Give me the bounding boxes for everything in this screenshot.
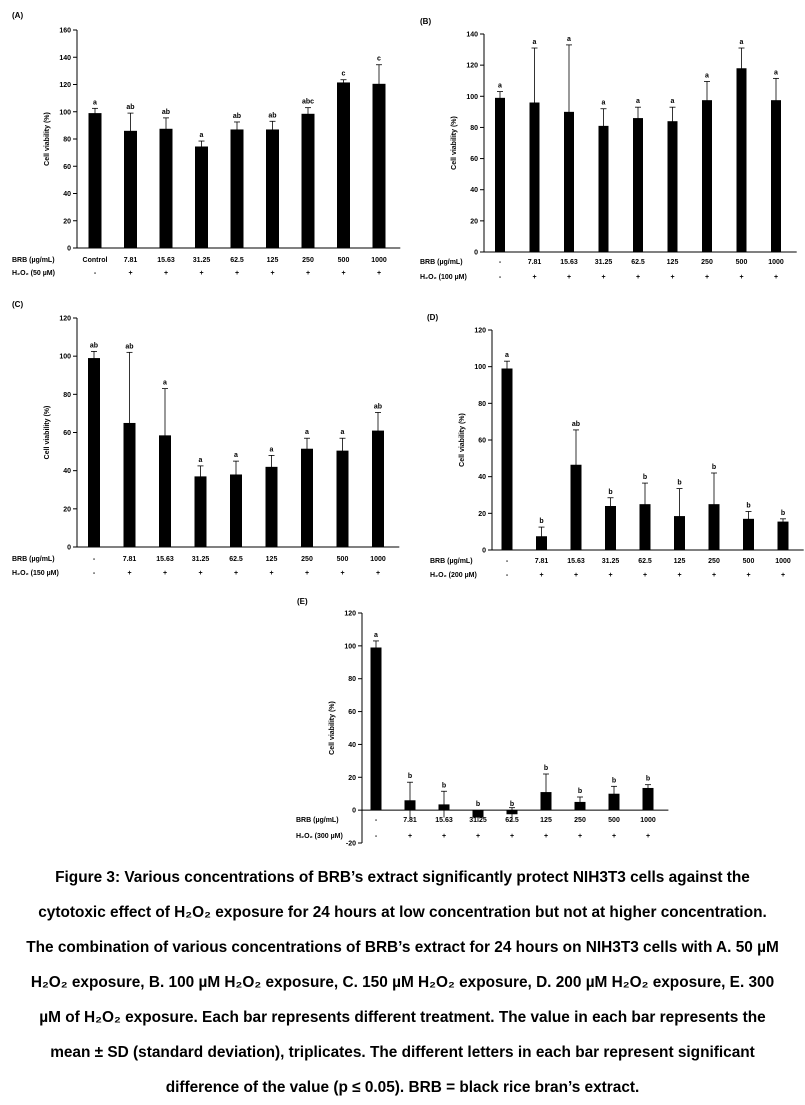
significance-letter: b <box>539 518 544 526</box>
h2o2-indicator: + <box>670 274 675 281</box>
x-tick-label: 500 <box>336 556 349 563</box>
significance-letter: b <box>642 474 648 482</box>
significance-letter: a <box>774 69 778 77</box>
significance-letter: a <box>163 379 167 387</box>
y-tick-label: 120 <box>344 610 356 618</box>
bar <box>737 68 747 252</box>
x-tick-label: 125 <box>265 556 278 563</box>
h2o2-indicator: + <box>539 572 544 579</box>
x-tick-label: 15.63 <box>435 817 453 824</box>
y-tick-label: 20 <box>348 774 356 782</box>
x-tick-label: 250 <box>701 259 713 266</box>
y-tick-label: 100 <box>466 93 478 101</box>
x-tick-label: 125 <box>666 259 679 266</box>
h2o2-indicator: + <box>635 274 641 281</box>
h2o2-indicator: + <box>601 274 606 281</box>
y-tick-label: 80 <box>470 124 478 132</box>
h2o2-indicator: + <box>532 274 537 281</box>
x-tick-label: 31.25 <box>601 558 620 565</box>
chart-panel-e <box>296 597 668 848</box>
significance-letter: b <box>677 479 682 487</box>
x-tick-label: 15.63 <box>560 259 578 266</box>
h2o2-indicator: + <box>269 570 274 577</box>
y-tick-label: 20 <box>470 218 478 226</box>
bar <box>373 84 386 248</box>
x-tick-label: 62.5 <box>631 259 645 266</box>
h2o2-indicator: + <box>127 570 132 577</box>
y-tick-label: 120 <box>59 82 71 89</box>
x-tick-label: 62.5 <box>505 817 519 824</box>
x-tick-label: 1000 <box>768 259 784 266</box>
x-tick-label: 500 <box>742 558 755 565</box>
significance-letter: a <box>567 35 571 43</box>
x-tick-label: 15.63 <box>157 257 175 264</box>
significance-letter: ab <box>268 112 277 120</box>
h2o2-row-label: H₂O₂ (150 µM) <box>12 570 59 577</box>
caption-line: mean ± SD (standard deviation), triplicates. The different letters in each bar represent significant <box>50 1044 755 1061</box>
y-tick-label: 0 <box>67 245 71 253</box>
h2o2-indicator: + <box>162 570 168 577</box>
x-tick-label: - <box>505 558 509 565</box>
h2o2-indicator: + <box>677 572 682 579</box>
x-tick-label: 250 <box>574 817 586 824</box>
y-tick-label: 100 <box>474 364 486 372</box>
x-tick-label: 1000 <box>371 257 387 264</box>
y-axis-label: Cell viability (%) <box>329 701 336 755</box>
h2o2-row-label: H₂O₂ (100 µM) <box>420 274 467 281</box>
x-tick-label: 500 <box>337 257 350 264</box>
h2o2-indicator: + <box>407 833 413 840</box>
significance-letter: ab <box>161 108 171 116</box>
h2o2-indicator: + <box>711 572 717 579</box>
bar <box>302 114 315 248</box>
y-tick-label: 0 <box>474 249 478 257</box>
significance-letter: ab <box>126 104 135 112</box>
h2o2-indicator: + <box>642 572 648 579</box>
h2o2-indicator: + <box>233 570 239 577</box>
y-tick-label: 80 <box>348 676 356 684</box>
y-tick-label: 40 <box>478 474 486 482</box>
y-tick-label: 0 <box>482 547 486 555</box>
h2o2-indicator: + <box>773 274 779 281</box>
brb-row-label: BRB (µg/mL) <box>12 257 55 264</box>
chart-panel-d <box>427 313 804 579</box>
y-tick-label: 80 <box>63 136 71 144</box>
significance-letter: b <box>711 464 717 471</box>
x-tick-label: 250 <box>708 558 720 565</box>
x-tick-label: 7.81 <box>403 817 417 824</box>
y-tick-label: 0 <box>67 544 71 552</box>
significance-letter: ab <box>571 420 581 428</box>
h2o2-indicator: + <box>543 833 549 840</box>
h2o2-indicator: + <box>199 270 204 277</box>
x-tick-label: 31.25 <box>191 556 210 563</box>
h2o2-indicator: + <box>304 570 310 577</box>
x-tick-label: 7.81 <box>527 259 542 266</box>
h2o2-row-label: H₂O₂ (50 µM) <box>12 270 55 277</box>
h2o2-indicator: - <box>505 572 509 579</box>
caption-line: cytotoxic effect of H₂O₂ exposure for 24 hours at low concentration but not at higher concentration. <box>38 904 767 921</box>
significance-letter: ab <box>232 112 242 120</box>
x-tick-label: 15.63 <box>567 558 585 565</box>
bar <box>88 358 100 547</box>
significance-letter: a <box>374 631 378 639</box>
significance-letter: b <box>509 801 515 809</box>
x-tick-label: 250 <box>302 257 314 264</box>
bar <box>301 449 313 547</box>
y-tick-label: 80 <box>478 400 486 408</box>
y-tick-label: 100 <box>344 643 356 651</box>
y-tick-label: 60 <box>63 163 71 171</box>
x-tick-label: 125 <box>540 817 552 824</box>
y-tick-label: 60 <box>478 437 486 445</box>
y-tick-label: 40 <box>470 187 478 195</box>
y-tick-label: 0 <box>352 807 356 815</box>
bar <box>195 146 208 248</box>
bar <box>502 369 513 551</box>
x-tick-label: 7.81 <box>123 257 138 264</box>
h2o2-row-label: H₂O₂ (300 µM) <box>296 833 343 840</box>
h2o2-indicator: + <box>739 274 744 281</box>
x-tick-label: 1000 <box>370 556 386 563</box>
y-tick-label: 20 <box>63 506 71 514</box>
h2o2-indicator: - <box>93 270 97 277</box>
significance-letter: c <box>341 70 346 78</box>
caption-line: µM of H₂O₂ exposure. Each bar represents different treatment. The value in each bar represents the <box>39 1009 766 1026</box>
y-tick-label: -20 <box>345 840 356 848</box>
panel-label: (B) <box>420 17 432 26</box>
significance-letter: b <box>611 777 617 785</box>
significance-letter: a <box>498 82 502 90</box>
x-tick-label: - <box>498 259 502 266</box>
bar <box>266 467 278 547</box>
h2o2-indicator: + <box>341 270 346 277</box>
significance-letter: a <box>505 352 509 360</box>
bar <box>702 100 712 252</box>
h2o2-indicator: + <box>566 274 572 281</box>
x-tick-label: 125 <box>673 558 686 565</box>
y-tick-label: 40 <box>348 741 356 749</box>
y-tick-label: 20 <box>478 510 486 518</box>
x-tick-label: 1000 <box>640 817 656 824</box>
bar <box>337 451 349 547</box>
y-tick-label: 140 <box>59 54 71 62</box>
x-tick-label: - <box>92 556 96 563</box>
bar <box>371 648 382 811</box>
y-axis-label: Cell viability (%) <box>44 405 51 460</box>
h2o2-indicator: + <box>375 570 381 577</box>
bar <box>160 129 173 248</box>
caption-line: Figure 3: Various concentrations of BRB’s extract significantly protect NIH3T3 cells against the <box>55 869 750 886</box>
x-tick-label: 62.5 <box>638 558 652 565</box>
y-axis-label: Cell viability (%) <box>451 116 458 170</box>
bar <box>771 100 781 252</box>
significance-letter: b <box>608 488 613 496</box>
bar <box>778 522 789 550</box>
significance-letter: a <box>670 98 675 106</box>
x-tick-label: 62.5 <box>230 257 244 264</box>
y-tick-label: 20 <box>63 218 71 226</box>
bar <box>337 82 350 248</box>
h2o2-indicator: + <box>441 833 447 840</box>
significance-letter: ab <box>373 403 383 411</box>
h2o2-indicator: + <box>128 270 133 277</box>
bar <box>266 129 279 248</box>
y-tick-label: 120 <box>59 315 71 323</box>
significance-letter: abc <box>301 98 315 106</box>
brb-row-label: BRB (µg/mL) <box>420 259 463 266</box>
x-tick-label: 250 <box>301 556 313 563</box>
bar <box>231 129 244 248</box>
significance-letter: a <box>199 132 204 140</box>
chart-panel-b <box>420 17 797 281</box>
h2o2-indicator: + <box>305 270 311 277</box>
y-axis-label: Cell viability (%) <box>44 112 51 166</box>
x-tick-label: 31.25 <box>594 259 613 266</box>
x-tick-label: 7.81 <box>122 556 137 563</box>
significance-letter: a <box>93 99 97 107</box>
y-tick-label: 160 <box>59 27 71 35</box>
h2o2-indicator: + <box>376 270 382 277</box>
figure-caption <box>10 860 795 1105</box>
significance-letter: c <box>377 55 381 63</box>
significance-letter: a <box>636 98 640 106</box>
significance-letter: b <box>475 801 481 809</box>
h2o2-indicator: + <box>577 833 583 840</box>
h2o2-indicator: + <box>780 572 786 579</box>
significance-letter: ab <box>89 342 99 350</box>
h2o2-indicator: - <box>92 570 96 577</box>
h2o2-indicator: + <box>746 572 751 579</box>
y-tick-label: 120 <box>474 327 486 335</box>
bar <box>195 476 207 547</box>
h2o2-indicator: - <box>498 274 502 281</box>
significance-letter: b <box>746 502 751 510</box>
y-tick-label: 80 <box>63 391 71 399</box>
h2o2-indicator: + <box>573 572 579 579</box>
h2o2-indicator: + <box>645 833 651 840</box>
x-tick-label: 125 <box>266 257 279 264</box>
significance-letter: a <box>739 39 744 47</box>
x-tick-label: 15.63 <box>156 556 174 563</box>
significance-letter: b <box>577 788 583 795</box>
significance-letter: ab <box>125 343 134 351</box>
x-tick-label: 7.81 <box>534 558 549 565</box>
h2o2-indicator: + <box>509 833 515 840</box>
caption-line: difference of the value (p ≤ 0.05). BRB = black rice bran’s extract. <box>165 1079 640 1096</box>
bar <box>643 788 654 810</box>
x-tick-label: 62.5 <box>229 556 243 563</box>
x-tick-label: 500 <box>735 259 748 266</box>
y-tick-label: 100 <box>59 109 71 117</box>
significance-letter: a <box>269 446 274 454</box>
y-tick-label: 100 <box>59 353 71 361</box>
panel-label: (A) <box>12 11 24 20</box>
x-tick-label: 500 <box>608 817 620 824</box>
h2o2-indicator: + <box>270 270 275 277</box>
h2o2-indicator: + <box>704 274 710 281</box>
h2o2-indicator: + <box>198 570 203 577</box>
y-tick-label: 120 <box>466 62 478 70</box>
x-tick-label: 31.25 <box>192 257 211 264</box>
x-tick-label: 31.25 <box>469 817 487 824</box>
y-tick-label: 60 <box>348 709 356 717</box>
brb-row-label: BRB (µg/mL) <box>12 556 55 563</box>
h2o2-indicator: + <box>340 570 345 577</box>
bar <box>495 98 505 252</box>
h2o2-indicator: + <box>608 572 613 579</box>
x-tick-label: Control <box>82 257 108 264</box>
significance-letter: a <box>234 452 238 460</box>
significance-letter: b <box>645 775 651 783</box>
significance-letter: a <box>705 72 709 80</box>
brb-row-label: BRB (µg/mL) <box>296 817 339 824</box>
significance-letter: a <box>601 99 606 107</box>
significance-letter: b <box>543 765 549 772</box>
bar <box>599 126 609 252</box>
caption-line: The combination of various concentrations of BRB’s extract for 24 hours on NIH3T3 cells with A. 50 µM <box>26 939 779 956</box>
significance-letter: b <box>407 773 413 781</box>
y-axis-label: Cell viability (%) <box>459 413 466 467</box>
chart-panel-a <box>12 11 400 277</box>
significance-letter: b <box>441 782 447 790</box>
significance-letter: a <box>198 456 203 464</box>
significance-letter: a <box>305 429 309 437</box>
y-tick-label: 40 <box>63 191 71 198</box>
x-tick-label: - <box>374 817 378 824</box>
h2o2-row-label: H₂O₂ (200 µM) <box>430 572 477 579</box>
caption-line: H₂O₂ exposure, B. 100 µM H₂O₂ exposure, C. 150 µM H₂O₂ exposure, D. 200 µM H₂O₂ exposure, E. 300 <box>30 974 775 991</box>
y-tick-label: 40 <box>63 468 71 476</box>
h2o2-indicator: - <box>374 833 378 840</box>
panel-label: (E) <box>297 597 308 606</box>
significance-letter: a <box>340 429 345 437</box>
h2o2-indicator: + <box>475 833 481 840</box>
y-tick-label: 140 <box>466 31 478 39</box>
h2o2-indicator: + <box>611 833 617 840</box>
panel-label: (D) <box>427 313 439 322</box>
bar <box>668 121 678 252</box>
h2o2-indicator: + <box>234 270 240 277</box>
y-tick-label: 60 <box>63 430 71 437</box>
h2o2-indicator: + <box>163 270 169 277</box>
y-tick-label: 60 <box>470 156 478 164</box>
significance-letter: a <box>532 39 537 47</box>
bar <box>633 118 643 252</box>
panel-label: (C) <box>12 300 24 309</box>
bar <box>89 113 102 248</box>
brb-row-label: BRB (µg/mL) <box>430 558 473 565</box>
chart-panel-c <box>12 300 399 577</box>
significance-letter: b <box>780 509 786 517</box>
x-tick-label: 1000 <box>775 558 791 565</box>
